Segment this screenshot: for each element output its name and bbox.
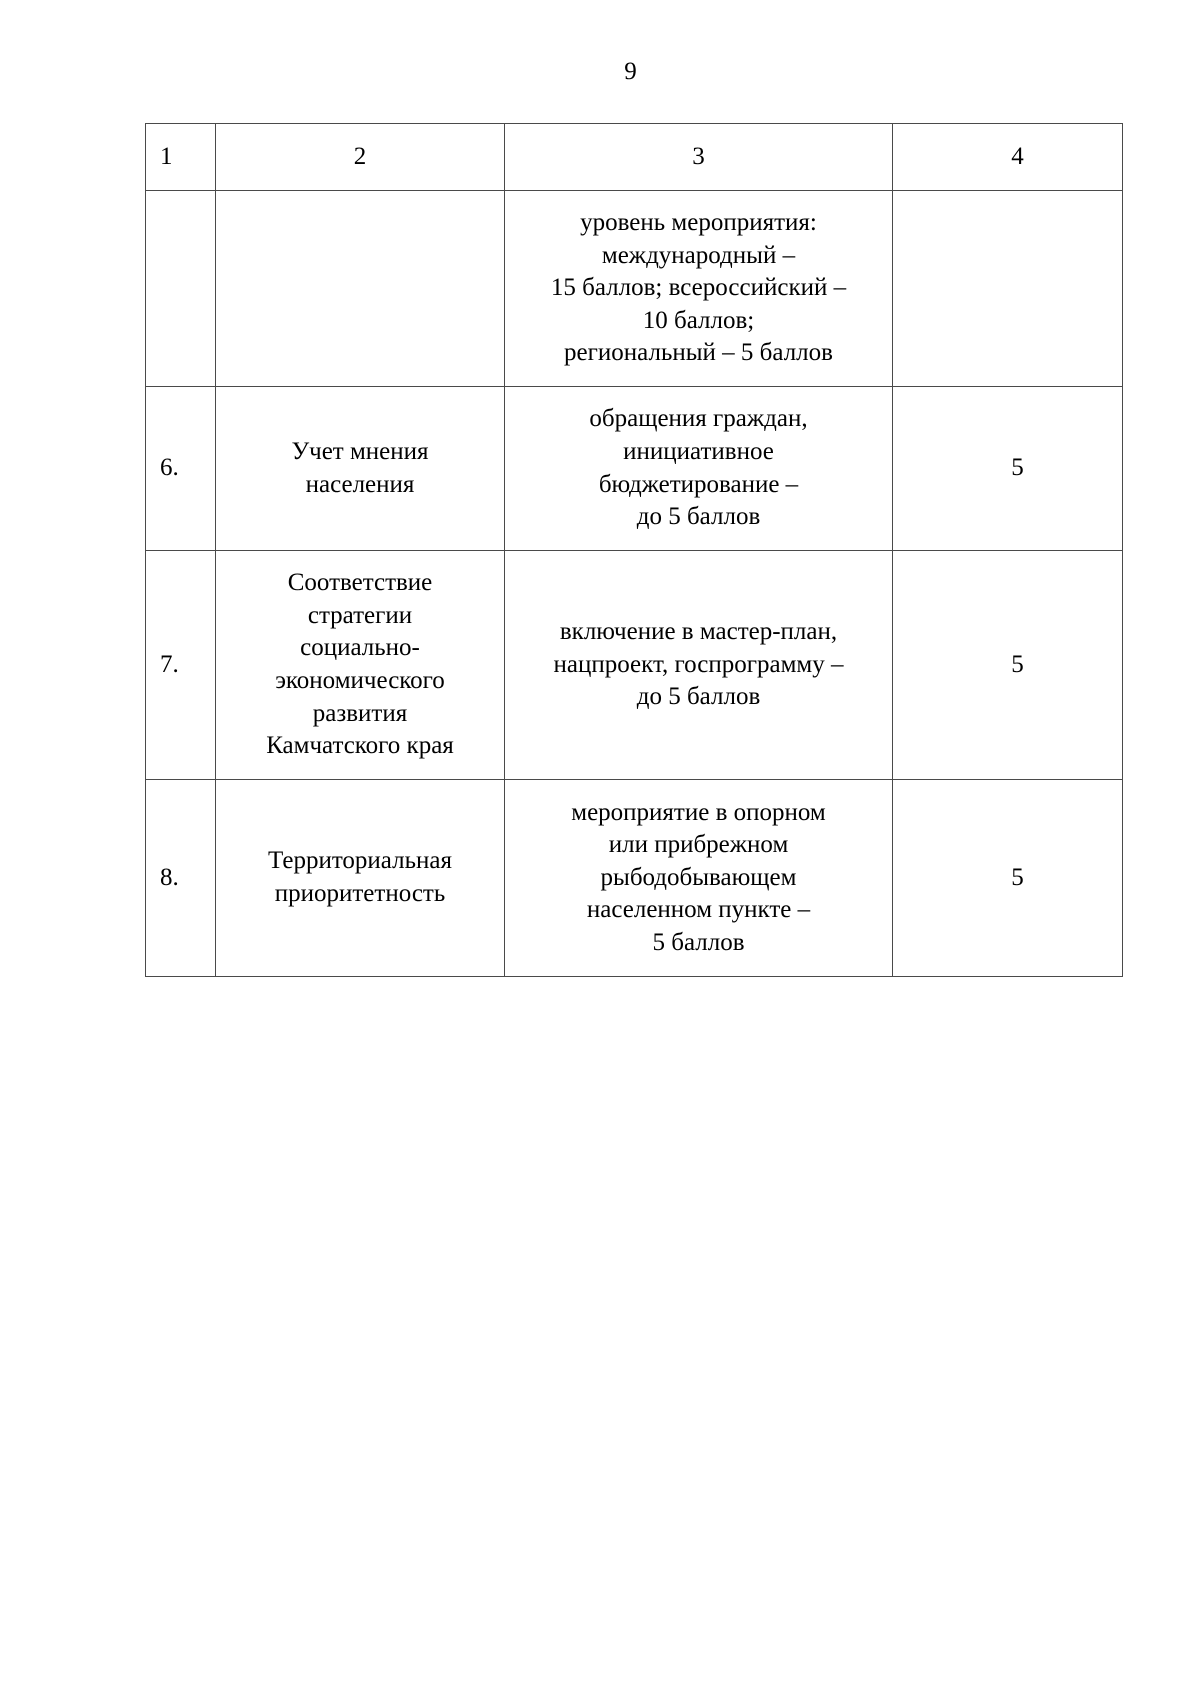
criterion-line: стратегии: [307, 601, 413, 629]
description-line: бюджетирование –: [598, 470, 799, 498]
criterion-line: Территориальная: [268, 847, 452, 875]
row-number-cell: 8.: [146, 780, 216, 977]
header-cell-4: 4: [893, 124, 1123, 191]
criterion-line: развития: [312, 699, 408, 727]
header-cell-1: 1: [146, 124, 216, 191]
table-row: [146, 780, 1123, 977]
score-cell: [893, 191, 1123, 387]
description-line: населенном пункте –: [586, 896, 811, 924]
description-cell: [505, 780, 893, 977]
description-line: нацпроект, госпрограмму –: [553, 650, 844, 678]
description-cell: [505, 387, 893, 551]
description-line: или прибрежном: [608, 831, 789, 859]
table-row: [146, 387, 1123, 551]
criteria-table: [145, 123, 1123, 977]
row-number-cell: 6.: [146, 387, 216, 551]
row-number-cell: [146, 191, 216, 387]
description-line: обращения граждан,: [589, 405, 808, 433]
criterion-line: экономического: [275, 667, 445, 694]
criterion-line: Учет мнения: [291, 437, 429, 465]
description-line: инициативное: [623, 437, 774, 465]
description-line: до 5 баллов: [636, 503, 761, 531]
score-cell: 5: [893, 780, 1123, 977]
criterion-line: Соответствие: [287, 569, 433, 597]
description-line: включение в мастер-план,: [559, 618, 838, 646]
table-row: [146, 551, 1123, 780]
criterion-line: социально-: [300, 634, 420, 662]
header-cell-2: 2: [216, 124, 505, 191]
description-line: до 5 баллов: [636, 683, 761, 711]
table-row: [146, 191, 1123, 387]
table-header-row: [146, 124, 1123, 191]
criterion-cell: [216, 551, 505, 780]
row-number-cell: 7.: [146, 551, 216, 780]
description-cell: [505, 551, 893, 780]
description-line: международный –: [601, 241, 796, 269]
criterion-line: Камчатского края: [266, 732, 454, 760]
description-line: 15 баллов; всероссийский –: [550, 274, 847, 302]
description-line: рыбодобывающем: [600, 863, 797, 891]
criterion-cell: [216, 780, 505, 977]
description-cell: [505, 191, 893, 387]
description-line: региональный – 5 баллов: [564, 339, 833, 367]
criterion-line: населения: [305, 470, 415, 498]
description-line: мероприятие в опорном: [571, 798, 826, 826]
criterion-cell: [216, 191, 505, 387]
score-cell: 5: [893, 387, 1123, 551]
criterion-cell: [216, 387, 505, 551]
page-number: 9: [624, 58, 637, 85]
header-cell-3: 3: [505, 124, 893, 191]
criterion-line: приоритетность: [274, 880, 446, 907]
description-line: уровень мероприятия:: [580, 209, 817, 237]
description-line: 10 баллов;: [642, 306, 755, 334]
score-cell: 5: [893, 551, 1123, 780]
description-line: 5 баллов: [652, 928, 745, 956]
